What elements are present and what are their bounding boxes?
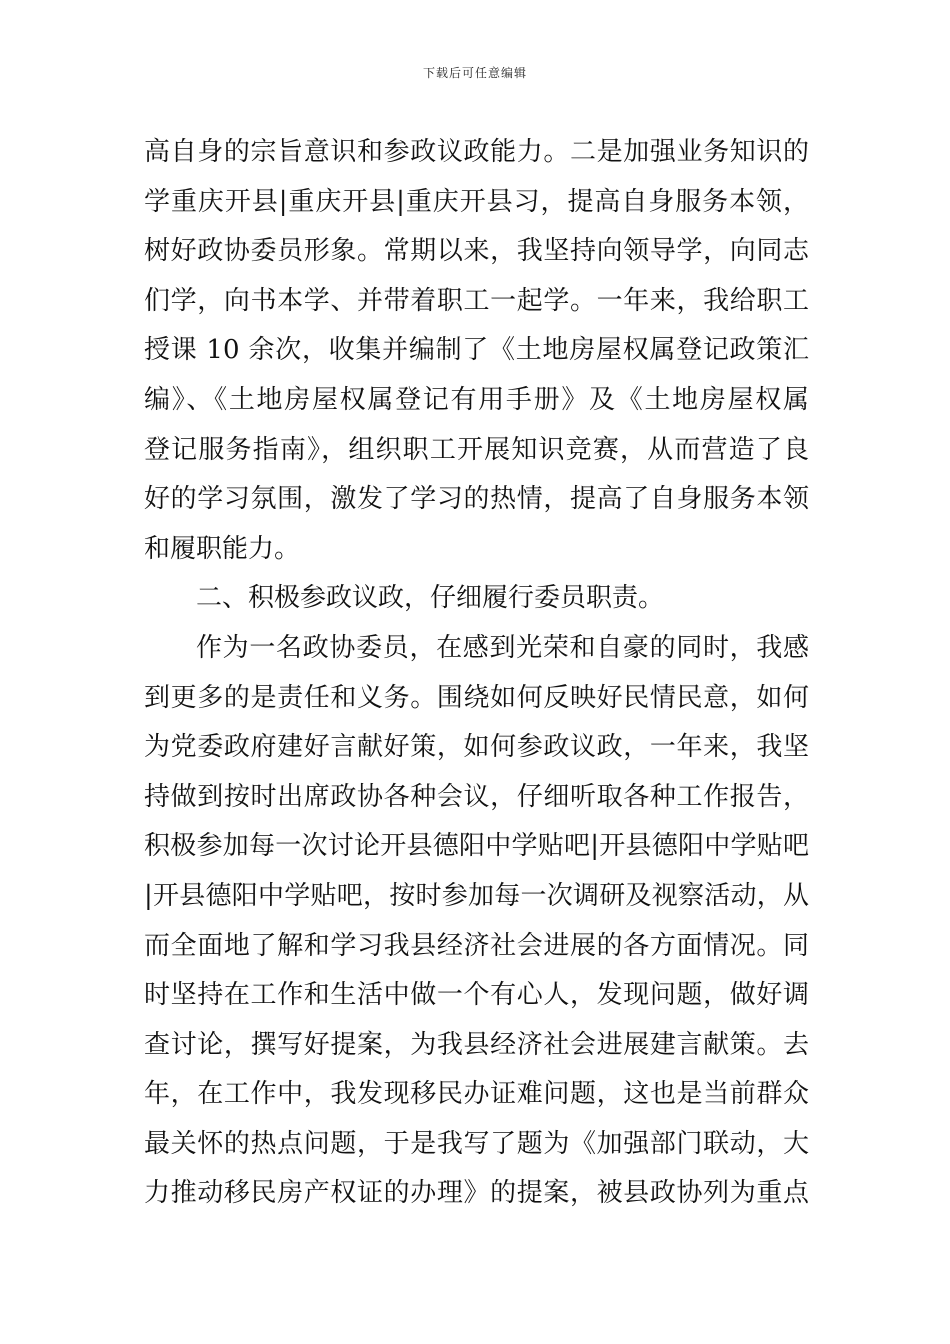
text-line: 到更多的是责任和义务。围绕如何反映好民情民意，如何 [144, 682, 809, 713]
text-line: |开县德阳中学贴吧，按时参加每一次调研及视察活动，从 [144, 880, 809, 911]
text-line: 编》、《土地房屋权属登记有用手册》及《土地房屋权属 [144, 384, 809, 415]
page-header: 下载后可任意编辑 [422, 66, 527, 80]
text-line: 而全面地了解和学习我县经济社会进展的各方面情况。同 [144, 930, 809, 961]
text-line: 最关怀的热点问题，于是我写了题为《加强部门联动，大 [144, 1128, 809, 1159]
text-line: 查讨论，撰写好提案，为我县经济社会进展建言献策。去 [144, 1029, 809, 1060]
text-line: 树好政协委员形象。常期以来，我坚持向领导学，向同志 [144, 236, 809, 267]
text-line: 和履职能力。 [144, 533, 301, 564]
text-line: 登记服务指南》，组织职工开展知识竞赛，从而营造了良 [144, 434, 809, 465]
document-body [144, 128, 809, 1219]
text-line: 学重庆开县|重庆开县|重庆开县习，提高自身服务本领， [144, 186, 809, 217]
text-line: 时坚持在工作和生活中做一个有心人，发现问题，做好调 [144, 980, 809, 1011]
text-line: 授课 10 余次，收集并编制了《土地房屋权属登记政策汇 [144, 335, 809, 366]
section-heading: 二、积极参政议政，仔细履行委员职责。 [196, 583, 665, 614]
text-line: 们学，向书本学、并带着职工一起学。一年来，我给职工 [144, 285, 809, 316]
text-line: 年，在工作中，我发现移民办证难问题，这也是当前群众 [144, 1079, 809, 1110]
text-line: 力推动移民房产权证的办理》的提案，被县政协列为重点 [144, 1178, 809, 1209]
text-line: 持做到按时出席政协各种会议，仔细听取各种工作报告， [144, 781, 809, 812]
paragraph-start-line: 作为一名政协委员，在感到光荣和自豪的同时，我感 [196, 632, 809, 663]
text-line: 好的学习氛围，激发了学习的热情，提高了自身服务本领 [144, 484, 809, 515]
text-line: 积极参加每一次讨论开县德阳中学贴吧|开县德阳中学贴吧 [144, 831, 809, 862]
text-line: 为党委政府建好言献好策，如何参政议政，一年来，我坚 [144, 732, 809, 763]
text-line: 高自身的宗旨意识和参政议政能力。二是加强业务知识的 [144, 137, 809, 167]
